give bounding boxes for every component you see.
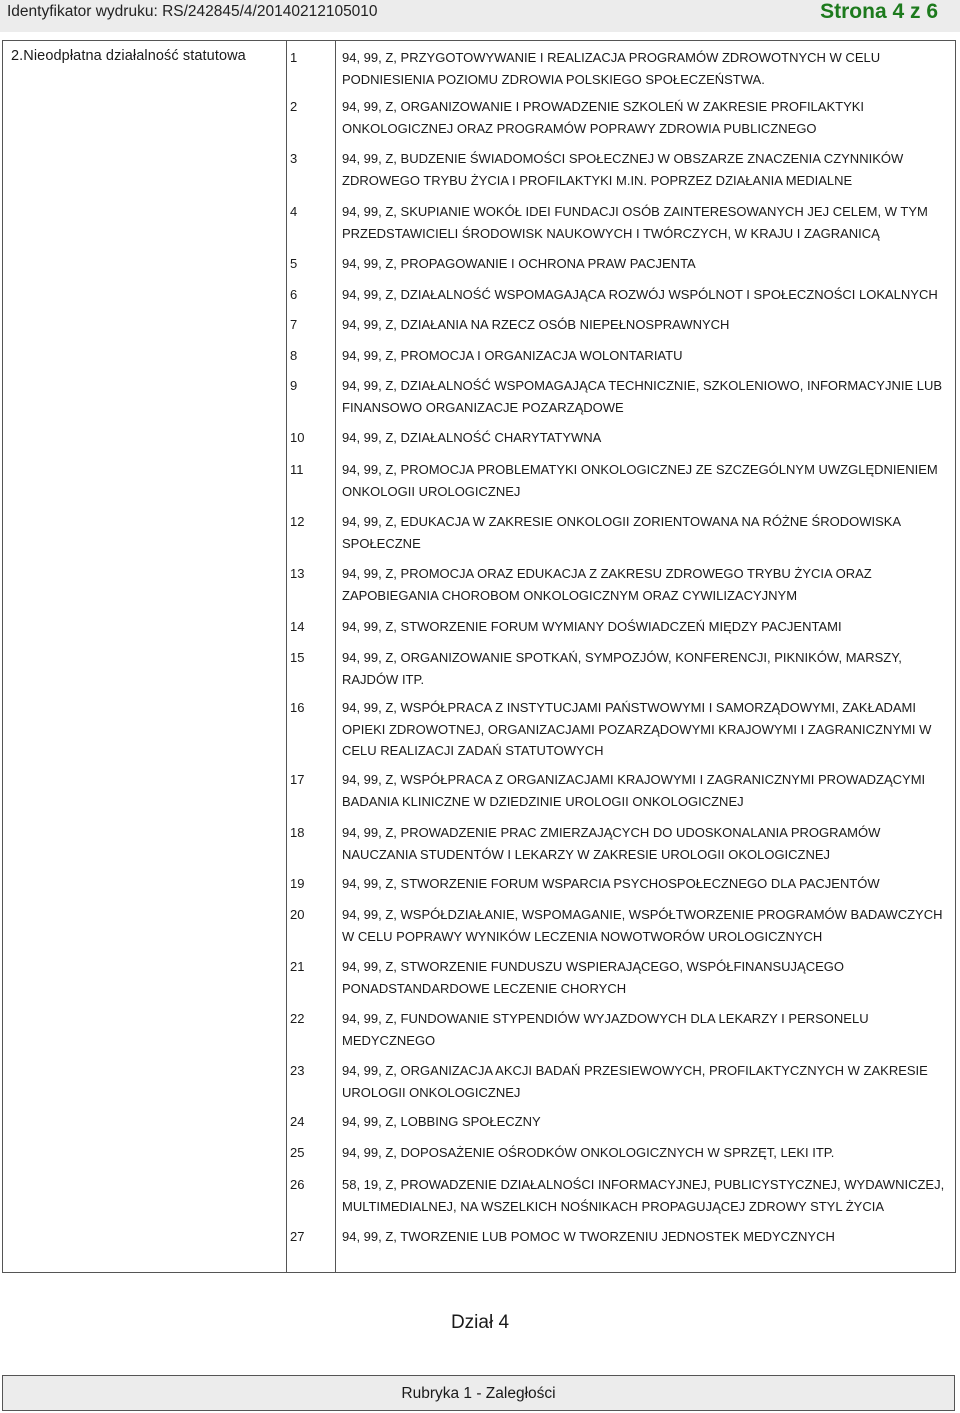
row-number: 21 xyxy=(290,959,305,974)
row-number: 11 xyxy=(290,462,304,477)
row-description: 94, 99, Z, PROWADZENIE PRAC ZMIERZAJĄCYCH DO UDOSKONALANIA PROGRAMÓW NAUCZANIA STUDENTÓW I LEKARZY W ZAKRESIE UROLOGII OKOLOGICZNEJ xyxy=(342,825,881,862)
category-column-divider xyxy=(286,41,287,1272)
page-number: Strona 4 z 6 xyxy=(820,0,938,23)
row-description: 94, 99, Z, ORGANIZOWANIE I PROWADZENIE SZKOLEŃ W ZAKRESIE PROFILAKTYKI ONKOLOGICZNEJ ORAZ PROGRAMÓW POPRAWY ZDROWIA PUBLICZNEGO xyxy=(342,99,865,136)
row-number: 12 xyxy=(290,514,305,529)
row-description: 94, 99, Z, PROMOCJA PROBLEMATYKI ONKOLOGICZNEJ ZE SZCZEGÓLNYM UWZGLĘDNIENIEM ONKOLOGII UROLOGICZNEJ xyxy=(342,462,938,499)
row-description: 94, 99, Z, STWORZENIE FUNDUSZU WSPIERAJĄCEGO, WSPÓŁFINANSUJĄCEGO PONADSTANDARDOWE LECZENIE CHORYCH xyxy=(342,959,845,996)
row-number: 1 xyxy=(290,50,298,65)
rubric-title: Rubryka 1 - Zaległości xyxy=(401,1385,556,1402)
row-number: 15 xyxy=(290,650,305,665)
row-number: 3 xyxy=(290,151,298,166)
row-number: 13 xyxy=(290,566,305,581)
row-number: 6 xyxy=(290,287,298,302)
row-description: 94, 99, Z, SKUPIANIE WOKÓŁ IDEI FUNDACJI OSÓB ZAINTERESOWANYCH JEJ CELEM, W TYM PRZEDSTAWICIELI ŚRODOWISK NAUKOWYCH I TWÓRCZYCH, W KRAJU I ZAGRANICĄ xyxy=(342,204,928,241)
row-number: 7 xyxy=(290,317,298,332)
row-number: 25 xyxy=(290,1145,305,1160)
row-number: 8 xyxy=(290,348,298,363)
row-number: 2 xyxy=(290,99,298,114)
row-number: 23 xyxy=(290,1063,305,1078)
row-number: 18 xyxy=(290,825,305,840)
row-number: 4 xyxy=(290,204,298,219)
row-number: 14 xyxy=(290,619,305,634)
row-description: 94, 99, Z, PROMOCJA ORAZ EDUKACJA Z ZAKRESU ZDROWEGO TRYBU ŻYCIA ORAZ ZAPOBIEGANIA CHOROBOM ONKOLOGICZNYM ORAZ CYWILIZACYJNYM xyxy=(342,566,872,603)
row-description: 94, 99, Z, DZIAŁALNOŚĆ WSPOMAGAJĄCA ROZWÓJ WSPÓLNOT I SPOŁECZNOŚCI LOKALNYCH xyxy=(342,287,938,302)
number-column-divider xyxy=(335,41,336,1272)
row-number: 27 xyxy=(290,1229,305,1244)
row-description: 94, 99, Z, DZIAŁANIA NA RZECZ OSÓB NIEPEŁNOSPRAWNYCH xyxy=(342,317,730,332)
row-description: 94, 99, Z, ORGANIZOWANIE SPOTKAŃ, SYMPOZJÓW, KONFERENCJI, PIKNIKÓW, MARSZY, RAJDÓW ITP. xyxy=(342,650,902,687)
row-description: 94, 99, Z, WSPÓŁPRACA Z INSTYTUCJAMI PAŃSTWOWYMI I SAMORZĄDOWYMI, ZAKŁADAMI OPIEKI ZDROWOTNEJ, ORGANIZACJAMI POZARZĄDOWYMI KRAJOWYMI I ZAGRANICZNYMI W CELU REALIZACJI ZADAŃ STATUTOWYCH xyxy=(342,700,932,758)
row-number: 24 xyxy=(290,1114,305,1129)
row-description: 94, 99, Z, LOBBING SPOŁECZNY xyxy=(342,1114,541,1129)
row-number: 5 xyxy=(290,256,298,271)
row-description: 94, 99, Z, DOPOSAŻENIE OŚRODKÓW ONKOLOGICZNYCH W SPRZĘT, LEKI ITP. xyxy=(342,1145,835,1160)
row-number: 26 xyxy=(290,1177,305,1192)
row-number: 10 xyxy=(290,430,305,445)
row-number: 16 xyxy=(290,700,305,715)
row-number: 20 xyxy=(290,907,305,922)
print-header xyxy=(0,0,960,32)
row-description: 94, 99, Z, BUDZENIE ŚWIADOMOŚCI SPOŁECZNEJ W OBSZARZE ZNACZENIA CZYNNIKÓW ZDROWEGO TRYBU ŻYCIA I PROFILAKTYKI M.IN. POPRZEZ DZIAŁANIA MEDIALNE xyxy=(342,151,904,188)
row-description: 94, 99, Z, EDUKACJA W ZAKRESIE ONKOLOGII ZORIENTOWANA NA RÓŻNE ŚRODOWISKA SPOŁECZNE xyxy=(342,514,901,551)
row-number: 22 xyxy=(290,1011,305,1026)
row-description: 58, 19, Z, PROWADZENIE DZIAŁALNOŚCI INFORMACYJNEJ, PUBLICYSTYCZNEJ, WYDAWNICZEJ, MULTIMEDIALNEJ, NA WSZELKICH NOŚNIKACH PROPAGUJĄCEJ ZDROWY STYL ŻYCIA xyxy=(342,1177,945,1214)
activity-category: 2.Nieodpłatna działalność statutowa xyxy=(11,48,246,64)
row-number: 17 xyxy=(290,772,305,787)
row-description: 94, 99, Z, PRZYGOTOWYWANIE I REALIZACJA PROGRAMÓW ZDROWOTNYCH W CELU PODNIESIENIA POZIOMU ZDROWIA POLSKIEGO SPOŁECZEŃSTWA. xyxy=(342,50,881,87)
row-description: 94, 99, Z, TWORZENIE LUB POMOC W TWORZENIU JEDNOSTEK MEDYCZNYCH xyxy=(342,1229,835,1244)
section-title: Dział 4 xyxy=(450,1312,510,1333)
row-description: 94, 99, Z, WSPÓŁDZIAŁANIE, WSPOMAGANIE, WSPÓŁTWORZENIE PROGRAMÓW BADAWCZYCH W CELU POPRAWY WYNIKÓW LECZENIA NOWOTWORÓW UROLOGICZNYCH xyxy=(342,907,943,944)
row-description: 94, 99, Z, FUNDOWANIE STYPENDIÓW WYJAZDOWYCH DLA LEKARZY I PERSONELU MEDYCZNEGO xyxy=(342,1011,869,1048)
row-description: 94, 99, Z, STWORZENIE FORUM WYMIANY DOŚWIADCZEŃ MIĘDZY PACJENTAMI xyxy=(342,619,842,634)
rubric-footer xyxy=(2,1375,955,1411)
print-identifier: Identyfikator wydruku: RS/242845/4/20140212105010 xyxy=(7,3,378,20)
row-description: 94, 99, Z, ORGANIZACJA AKCJI BADAŃ PRZESIEWOWYCH, PROFILAKTYCZNYCH W ZAKRESIE UROLOGII ONKOLOGICZNEJ xyxy=(342,1063,928,1100)
row-number: 9 xyxy=(290,378,298,393)
row-description: 94, 99, Z, PROPAGOWANIE I OCHRONA PRAW PACJENTA xyxy=(342,256,696,271)
row-description: 94, 99, Z, DZIAŁALNOŚĆ WSPOMAGAJĄCA TECHNICZNIE, SZKOLENIOWO, INFORMACYJNIE LUB FINANSOWO ORGANIZACJE POZARZĄDOWE xyxy=(342,378,943,415)
row-description: 94, 99, Z, PROMOCJA I ORGANIZACJA WOLONTARIATU xyxy=(342,348,683,363)
row-description: 94, 99, Z, STWORZENIE FORUM WSPARCIA PSYCHOSPOŁECZNEGO DLA PACJENTÓW xyxy=(342,876,880,891)
activity-table xyxy=(2,40,956,1273)
row-description: 94, 99, Z, WSPÓŁPRACA Z ORGANIZACJAMI KRAJOWYMI I ZAGRANICZNYMI PROWADZĄCYMI BADANIA KLINICZNE W DZIEDZINIE UROLOGII ONKOLOGICZNEJ xyxy=(342,772,926,809)
row-number: 19 xyxy=(290,876,305,891)
row-description: 94, 99, Z, DZIAŁALNOŚĆ CHARYTATYWNA xyxy=(342,430,602,445)
